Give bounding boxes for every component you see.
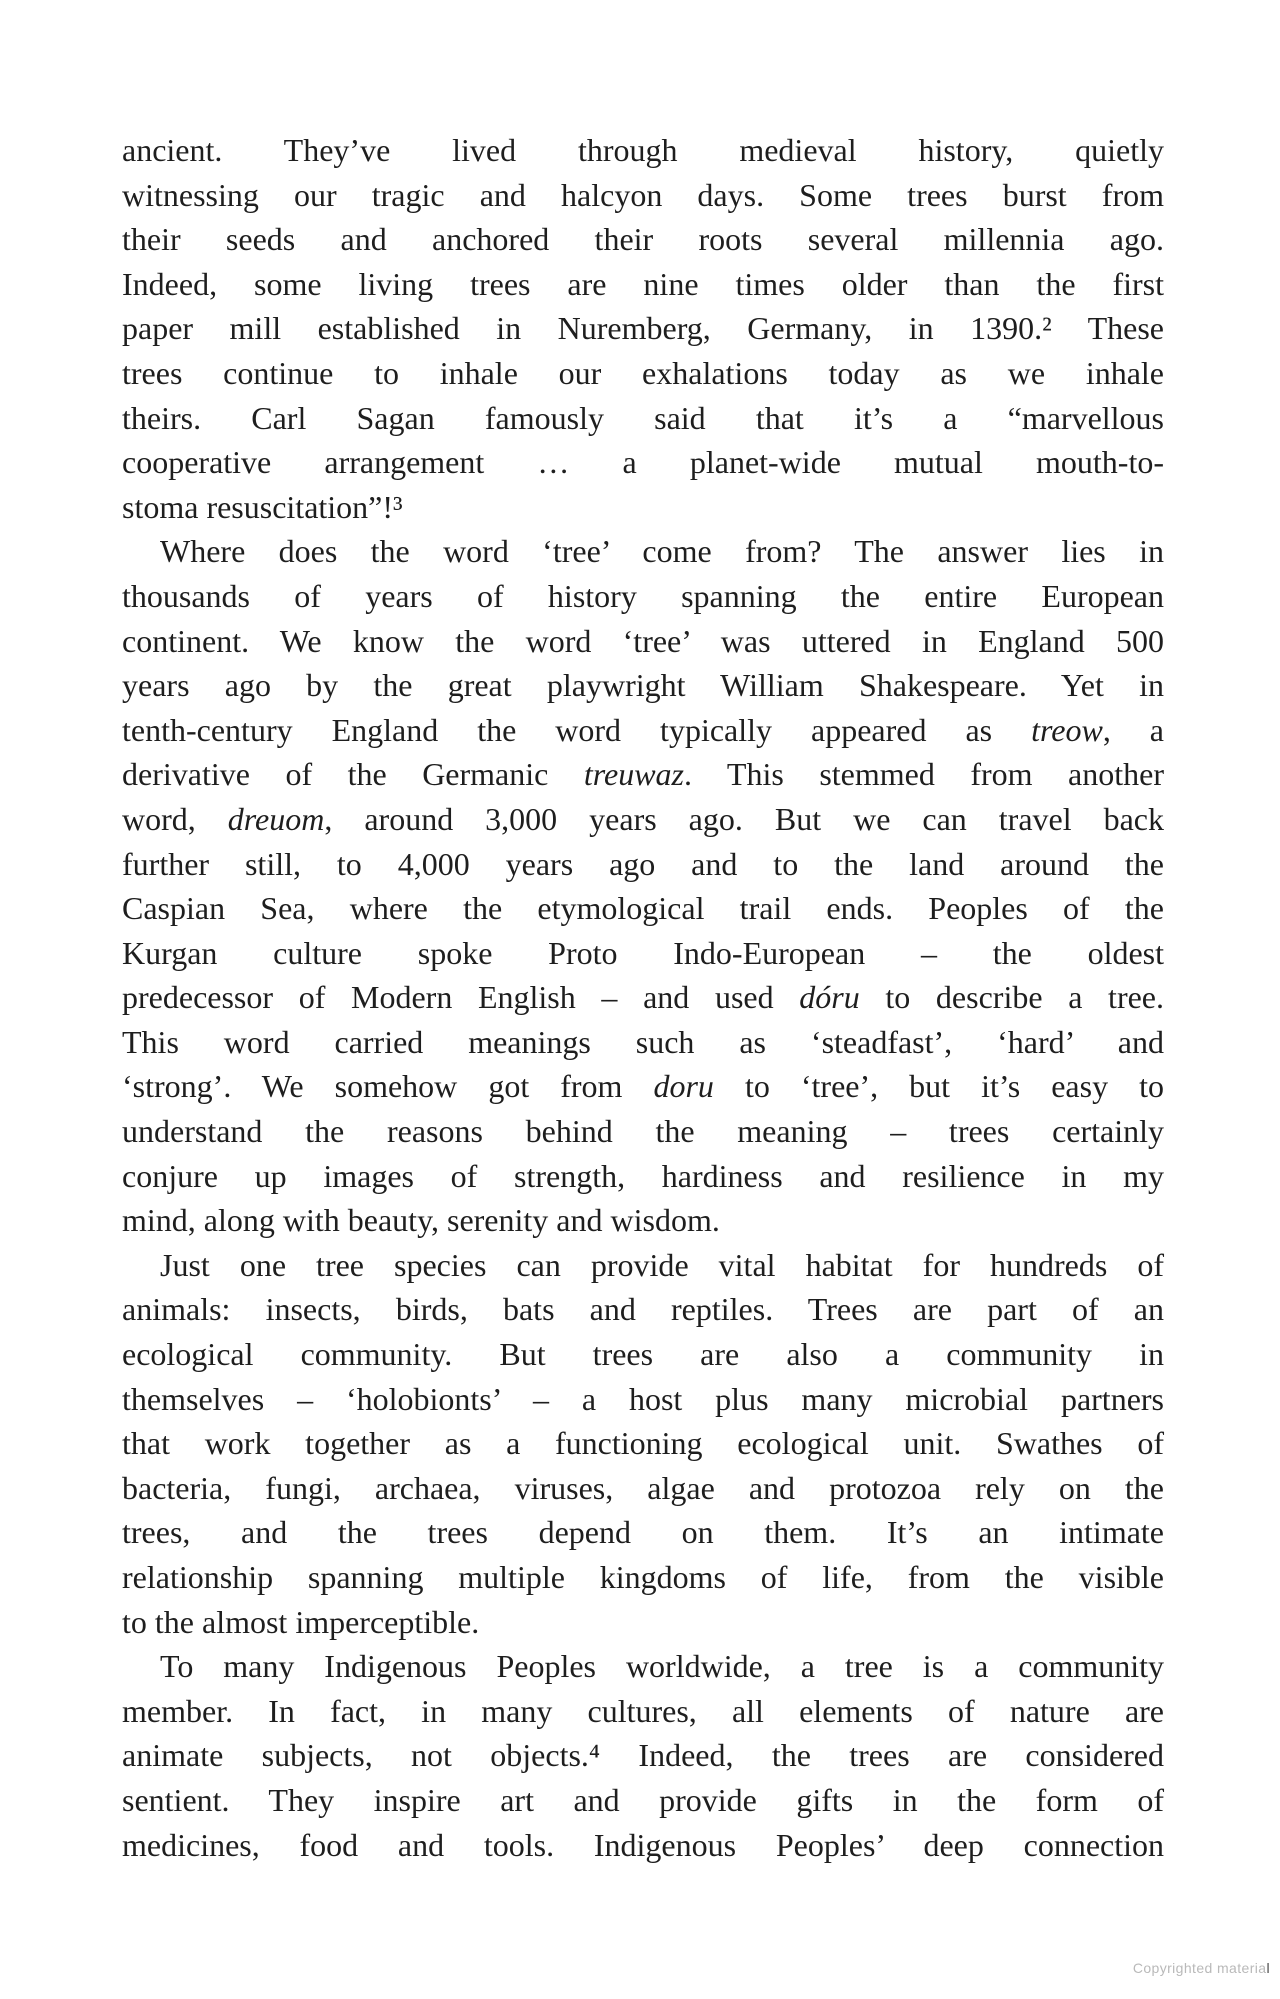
text-line: Where does the word ‘tree’ come from? The answer lies in (160, 533, 1164, 570)
text-line: mind, along with beauty, serenity and wisdom. (122, 1202, 720, 1239)
text-line: word, dreuom, around 3,000 years ago. But we can travel back (122, 800, 1165, 837)
text-line: trees continue to inhale our exhalations today as we inhale (122, 354, 1164, 391)
text-line: thousands of years of history spanning the entire European (122, 577, 1164, 614)
text-line: animals: insects, birds, bats and reptiles. Trees are part of an (122, 1291, 1164, 1328)
text-line: continent. We know the word ‘tree’ was uttered in England 500 (122, 622, 1164, 659)
text-line: paper mill established in Nuremberg, Germany, in 1390.² These (122, 310, 1164, 347)
text-line: sentient. They inspire art and provide gifts in the form of (122, 1781, 1164, 1818)
text-line: further still, to 4,000 years ago and to the land around the (122, 845, 1164, 882)
text-line: witnessing our tragic and halcyon days. Some trees burst from (122, 176, 1164, 213)
text-line: cooperative arrangement … a planet-wide mutual mouth-to- (122, 444, 1164, 481)
paragraph (122, 128, 1164, 529)
text-line: This word carried meanings such as ‘steadfast’, ‘hard’ and (122, 1023, 1164, 1060)
text-line: member. In fact, in many cultures, all elements of nature are (122, 1692, 1164, 1729)
text-line: Caspian Sea, where the etymological trail ends. Peoples of the (122, 890, 1164, 927)
text-line: relationship spanning multiple kingdoms of life, from the visible (122, 1559, 1164, 1595)
text-line: ecological community. But trees are also a community in (122, 1336, 1164, 1373)
text-line: theirs. Carl Sagan famously said that it’s a “marvellous (122, 399, 1164, 436)
text-line: trees, and the trees depend on them. It’s an intimate (122, 1514, 1164, 1551)
text-line: conjure up images of strength, hardiness and resilience in my (122, 1157, 1164, 1194)
text-line: ancient. They’ve lived through medieval history, quietly (122, 132, 1164, 168)
text-line: Indeed, some living trees are nine times older than the first (122, 265, 1164, 302)
text-line: derivative of the Germanic treuwaz. This stemmed from another (122, 756, 1164, 793)
text-line: their seeds and anchored their roots several millennia ago. (122, 221, 1164, 258)
text-line: Kurgan culture spoke Proto Indo-European – the oldest (122, 934, 1164, 971)
text-line: themselves – ‘holobionts’ – a host plus many microbial partners (122, 1380, 1164, 1417)
text-line: predecessor of Modern English – and used dóru to describe a tree. (122, 979, 1165, 1016)
watermark-text: Copyrighted materia (1132, 1960, 1267, 1976)
copyright-watermark (1133, 1960, 1270, 1976)
paragraph (122, 1644, 1164, 1867)
text-line: Just one tree species can provide vital habitat for hundreds of (160, 1246, 1164, 1283)
text-line: to the almost imperceptible. (122, 1603, 480, 1640)
text-line: understand the reasons behind the meaning – trees certainly (122, 1113, 1164, 1150)
watermark-text-end: l (1266, 1960, 1270, 1976)
text-line: ‘strong’. We somehow got from doru to ‘tree’, but it’s easy to (122, 1068, 1165, 1105)
text-block (122, 128, 1164, 1867)
text-line: tenth-century England the word typically appeared as treow, a (122, 711, 1165, 748)
text-line: that work together as a functioning ecological unit. Swathes of (122, 1425, 1164, 1462)
paragraph (122, 1243, 1164, 1644)
text-line: animate subjects, not objects.⁴ Indeed, the trees are considered (122, 1737, 1164, 1774)
text-line: bacteria, fungi, archaea, viruses, algae and protozoa rely on the (122, 1469, 1164, 1506)
paragraph (122, 529, 1164, 1243)
text-line: stoma resuscitation”!³ (122, 488, 403, 525)
text-line: medicines, food and tools. Indigenous Peoples’ deep connection (122, 1826, 1164, 1863)
text-line: To many Indigenous Peoples worldwide, a tree is a community (160, 1648, 1164, 1685)
text-line: years ago by the great playwright William Shakespeare. Yet in (122, 667, 1164, 704)
